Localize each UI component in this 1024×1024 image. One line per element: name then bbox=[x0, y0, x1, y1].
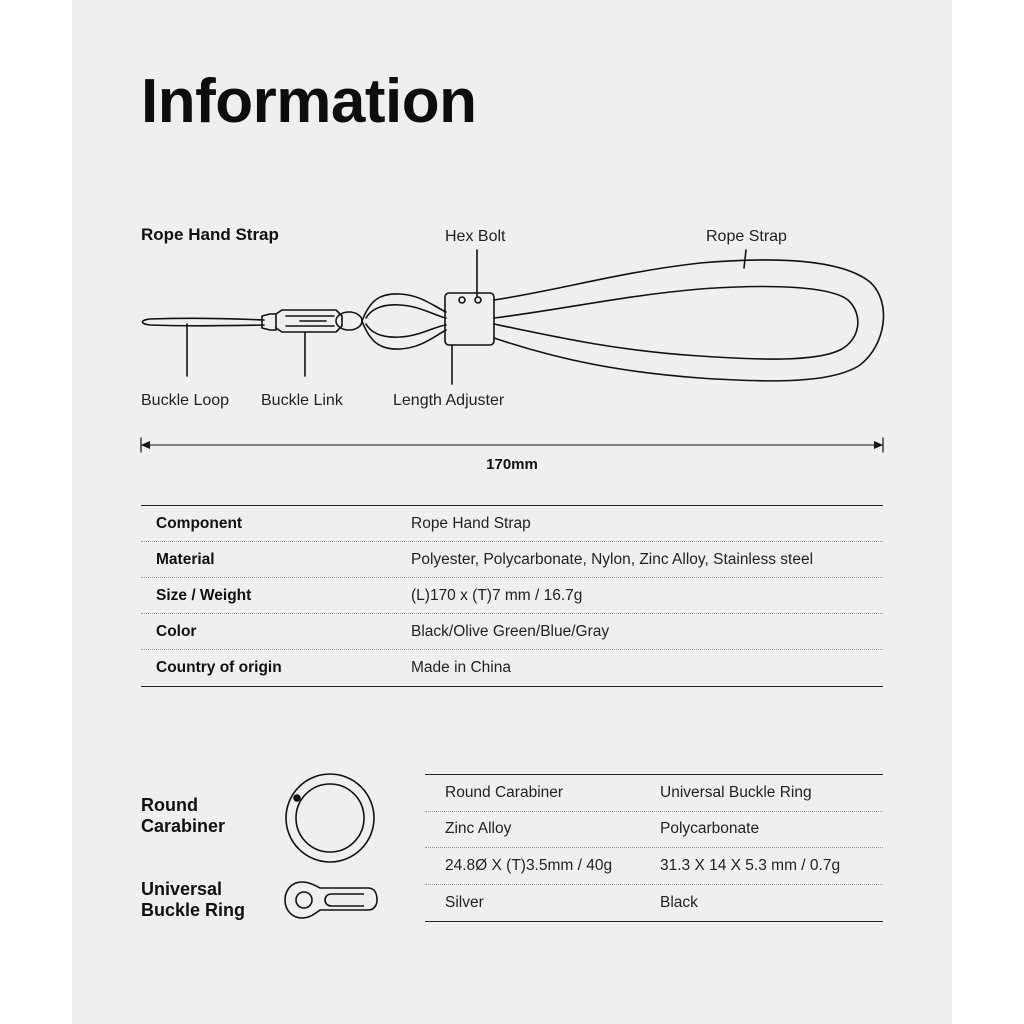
accessory-cell: Zinc Alloy bbox=[445, 820, 512, 838]
link-ring bbox=[336, 312, 362, 330]
table-row bbox=[141, 542, 883, 578]
spec-key: Color bbox=[156, 622, 197, 640]
table-row bbox=[425, 885, 883, 922]
spec-value: Made in China bbox=[411, 659, 511, 676]
label-rope-strap: Rope Strap bbox=[706, 228, 787, 245]
accessory-cell: 24.8Ø X (T)3.5mm / 40g bbox=[445, 856, 613, 874]
table-row bbox=[141, 506, 883, 542]
table-row bbox=[425, 775, 883, 812]
rope-strap-inner bbox=[494, 287, 858, 360]
accessory-cell: Round Carabiner bbox=[445, 783, 564, 801]
hex-bolt-left bbox=[459, 297, 465, 303]
label-buckle-loop: Buckle Loop bbox=[141, 392, 230, 409]
inner-loop-top bbox=[362, 294, 446, 321]
spec-table bbox=[141, 505, 883, 687]
accessory-name-carabiner bbox=[141, 795, 225, 837]
accessory-name-line: Universal bbox=[141, 879, 223, 899]
spec-value: Rope Hand Strap bbox=[411, 514, 531, 532]
length-adjuster-block bbox=[445, 293, 494, 345]
label-length-adjuster: Length Adjuster bbox=[393, 392, 505, 409]
page-title: Information bbox=[141, 67, 477, 136]
spec-value: Polyester, Polycarbonate, Nylon, Zinc Alloy, Stainless steel bbox=[411, 550, 814, 568]
accessory-icons bbox=[280, 770, 380, 930]
accessory-name-buckle-ring bbox=[141, 879, 245, 921]
table-row bbox=[141, 578, 883, 614]
strap-name: Rope Hand Strap bbox=[141, 225, 279, 244]
round-carabiner-icon bbox=[286, 774, 374, 862]
spec-key: Component bbox=[156, 514, 243, 532]
buckle-loop-cord bbox=[143, 318, 265, 325]
inner-loop-bottom bbox=[362, 321, 446, 349]
buckle-ring-icon bbox=[285, 882, 377, 918]
dimension-arrow-left bbox=[141, 441, 150, 449]
spec-value: Black/Olive Green/Blue/Gray bbox=[411, 622, 610, 640]
length-dimension: 170mm bbox=[486, 456, 538, 473]
spec-key: Material bbox=[156, 550, 215, 568]
dimension-arrow-right bbox=[874, 441, 883, 449]
spec-key: Size / Weight bbox=[156, 586, 252, 604]
table-row bbox=[425, 848, 883, 885]
accessory-cell: Universal Buckle Ring bbox=[660, 783, 812, 801]
accessory-name-line: Round bbox=[141, 795, 198, 815]
table-row bbox=[141, 614, 883, 650]
hex-bolt-right bbox=[475, 297, 481, 303]
spec-key: Country of origin bbox=[156, 659, 282, 676]
label-buckle-link: Buckle Link bbox=[261, 392, 343, 409]
accessory-table bbox=[425, 774, 883, 922]
spec-value: (L)170 x (T)7 mm / 16.7g bbox=[411, 586, 583, 604]
accessory-name-line: Carabiner bbox=[141, 816, 226, 836]
table-row bbox=[425, 812, 883, 849]
rope-strap-outer bbox=[494, 260, 883, 381]
buckle-link-cap bbox=[262, 314, 276, 330]
accessory-name-line: Buckle Ring bbox=[141, 900, 246, 920]
accessory-cell: Silver bbox=[445, 893, 484, 911]
accessory-cell: 31.3 X 14 X 5.3 mm / 0.7g bbox=[660, 856, 841, 874]
label-hex-bolt: Hex Bolt bbox=[445, 228, 506, 245]
table-row bbox=[141, 650, 883, 686]
accessory-cell: Polycarbonate bbox=[660, 820, 760, 838]
accessory-cell: Black bbox=[660, 893, 698, 911]
strap-diagram bbox=[0, 0, 1024, 460]
